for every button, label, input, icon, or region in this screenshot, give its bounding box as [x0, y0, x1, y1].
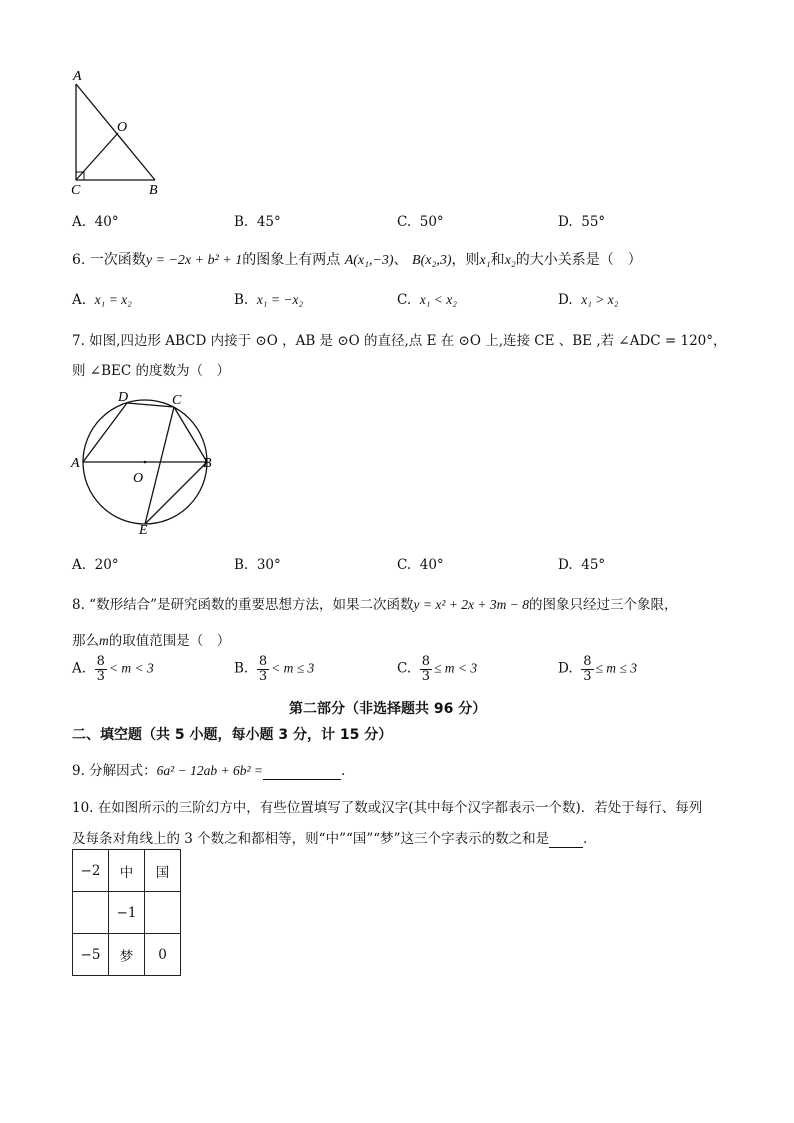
q7-option-a[interactable]: A. 20°: [72, 557, 119, 573]
q5-option-b[interactable]: B. 45°: [234, 214, 281, 230]
label-c: C: [71, 183, 81, 198]
table-cell: −2: [73, 850, 109, 892]
q7-option-c[interactable]: C. 40°: [397, 557, 444, 573]
segment-co: [76, 133, 118, 180]
section-fill-in-title: 二、填空题（共 5 小题，每小题 3 分，计 15 分）: [72, 727, 393, 743]
q5-option-d[interactable]: D. 55°: [558, 214, 606, 230]
q6-option-d[interactable]: D. x₁ > x₂: [558, 292, 619, 308]
q6-option-c[interactable]: C. x₁ < x₂: [397, 292, 457, 308]
label-o: O: [117, 120, 128, 135]
fraction: $\frac{8}{3}$: [96, 654, 105, 684]
label-a: A: [71, 456, 80, 471]
q6-option-a[interactable]: A. x₁ = x₂: [72, 292, 132, 308]
part-two-title: 第二部分（非选择题共 96 分）: [289, 701, 487, 717]
table-row: [73, 934, 181, 976]
table-cell: 0: [145, 934, 181, 976]
segment-ad: [83, 403, 127, 462]
segment-ce: [145, 407, 174, 524]
segment-cb: [174, 407, 207, 462]
label-o: O: [133, 471, 144, 486]
q6-stem: 6. 一次函数y = −2x + b² + 1的图象上有两点 A(x₁,−3)、 B(x₂,3)，则x₁和x₂的大小关系是（ ）: [72, 252, 642, 268]
table-cell: 国: [145, 850, 181, 892]
label-e: E: [139, 523, 148, 538]
circle-figure: [66, 390, 226, 540]
label-a: A: [73, 69, 82, 84]
center-point-o: [144, 461, 147, 464]
segment-ab: [76, 84, 155, 180]
segment-be: [145, 462, 207, 524]
triangle-figure: [60, 64, 180, 199]
table-row: [73, 850, 181, 892]
label-b: B: [149, 183, 158, 198]
q7-stem-line2: 则 ∠BEC 的度数为（ ）: [72, 363, 230, 379]
q5-option-a[interactable]: A. 40°: [72, 214, 119, 230]
q9-stem: 9. 分解因式：6a² − 12ab + 6b² = .: [72, 763, 346, 779]
answer-blank[interactable]: [549, 831, 583, 848]
table-cell: 梦: [109, 934, 145, 976]
q8-stem-line1: 8. “数形结合”是研究函数的重要思想方法，如果二次函数y = x² + 2x + 3m − 8的图象只经过三个象限，: [72, 597, 678, 613]
label-d: D: [118, 390, 129, 405]
table-cell: 中: [109, 850, 145, 892]
answer-blank[interactable]: [263, 763, 341, 780]
q7-option-b[interactable]: B. 30°: [234, 557, 281, 573]
q8-stem-line2: 那么m的取值范围是（ ）: [72, 633, 231, 649]
table-cell: −1: [109, 892, 145, 934]
fraction: $\frac{8}{3}$: [421, 654, 431, 684]
table-cell: −5: [73, 934, 109, 976]
q8-option-b[interactable]: B. $\frac{8}{3}$ < m ≤ 3: [234, 654, 315, 684]
q8-option-a[interactable]: A. $\frac{8}{3}$ < m < 3: [72, 654, 154, 684]
q10-stem-line1: 10. 在如图所示的三阶幻方中，有些位置填写了数或汉字(其中每个汉字都表示一个数)．若处于每行、每列: [72, 800, 703, 816]
label-c: C: [172, 393, 182, 408]
fraction: $\frac{8}{3}$: [583, 654, 592, 684]
q5-option-c[interactable]: C. 50°: [397, 214, 444, 230]
table-row: [73, 892, 181, 934]
q10-stem-line2: 及每条对角线上的 3 个数之和都相等，则“中”“国”“梦”这三个字表示的数之和是 ．: [72, 831, 597, 847]
q7-stem-line1: 7. 如图,四边形 ABCD 内接于 ⊙O ，AB 是 ⊙O 的直径,点 E 在 ⊙O 上,连接 CE 、BE ,若 ∠ADC = 120°，: [72, 333, 727, 349]
magic-square-table: [72, 849, 181, 976]
table-cell: [73, 892, 109, 934]
label-b: B: [203, 456, 212, 471]
q8-option-d[interactable]: D. $\frac{8}{3}$ ≤ m ≤ 3: [558, 654, 637, 684]
q7-option-d[interactable]: D. 45°: [558, 557, 606, 573]
fraction: $\frac{8}{3}$: [258, 654, 268, 684]
q6-option-b[interactable]: B. x₁ = −x₂: [234, 292, 304, 308]
table-cell: [145, 892, 181, 934]
q8-option-c[interactable]: C. $\frac{8}{3}$ ≤ m < 3: [397, 654, 478, 684]
